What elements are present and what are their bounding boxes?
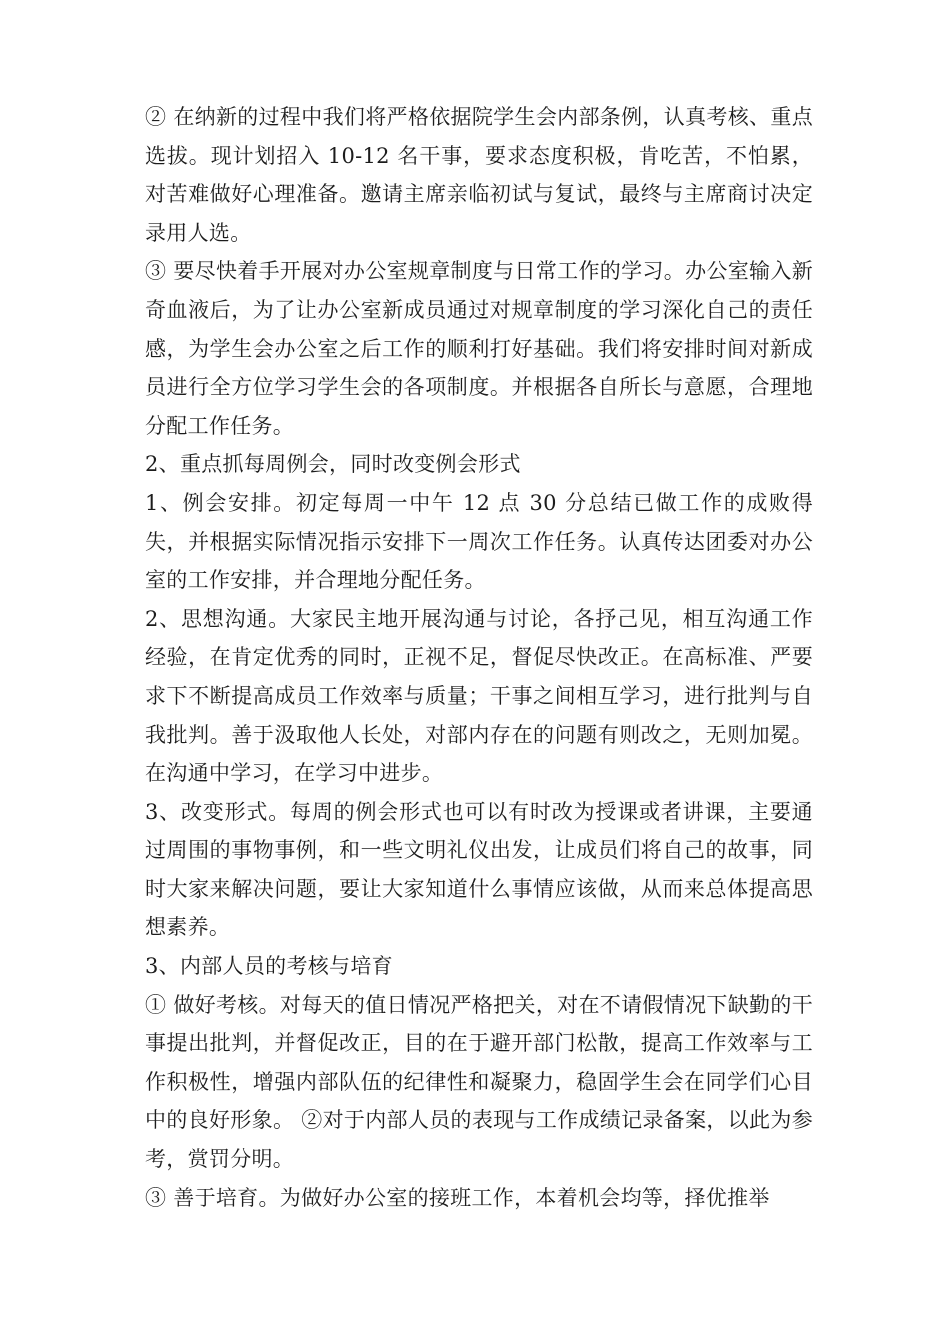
paragraph-rules-study: ③ 要尽快着手开展对办公室规章制度与日常工作的学习。办公室输入新奇血液后，为了让办公室新成员通过对规章制度的学习深化自己的责任感，为学生会办公室之后工作的顺利打好基础。我们将安排时间对新成员进行全方位学习学生会的各项制度。并根据各自所长与意愿，合理地分配工作任务。 — [145, 259, 813, 438]
paragraph-idea-communication: 2、思想沟通。大家民主地开展沟通与讨论，各抒己见，相互沟通工作经验，在肯定优秀的同时，正视不足，督促尽快改正。在高标准、严要求下不断提高成员工作效率与质量；干事之间相互学习，进行批判与自我批判。善于汲取他人长处，对部内存在的问题有则改之，无则加冕。在沟通中学习，在学习中进步。 — [145, 606, 813, 786]
paragraph-training: ③ 善于培育。为做好办公室的接班工作，本着机会均等，择优推举 — [145, 1185, 770, 1210]
section-heading-assessment-training: 3、内部人员的考核与培育 — [145, 954, 393, 979]
paragraph-assessment: ① 做好考核。对每天的值日情况严格把关，对在不请假情况下缺勤的干事提出批判，并督促改正，目的在于避开部门松散，提高工作效率与工作积极性，增强内部队伍的纪律性和凝聚力，稳固学生会在同学们心目中的良好形象。 ②对于内部人员的表现与工作成绩记录备案，以此为参考，赏罚分明。 — [145, 992, 813, 1172]
document-body — [145, 98, 813, 1217]
paragraph-recruitment-selection: ② 在纳新的过程中我们将严格依据院学生会内部条例，认真考核、重点选拔。现计划招入 10-12 名干事，要求态度积极，肯吃苦，不怕累，对苦难做好心理准备。邀请主席亲临初试与复试，最终与主席商讨决定录用人选。 — [145, 105, 813, 245]
paragraph-change-format: 3、改变形式。每周的例会形式也可以有时改为授课或者讲课，主要通过周围的事物事例，和一些文明礼仪出发，让成员们将自己的故事，同时大家来解决问题，要让大家知道什么事情应该做，从而来总体提高思想素养。 — [145, 799, 813, 940]
paragraph-meeting-arrangement: 1、例会安排。初定每周一中午 12 点 30 分总结已做工作的成败得失，并根据实际情况指示安排下一周次工作任务。认真传达团委对办公室的工作安排，并合理地分配任务。 — [145, 490, 813, 593]
section-heading-weekly-meeting: 2、重点抓每周例会，同时改变例会形式 — [145, 452, 521, 477]
